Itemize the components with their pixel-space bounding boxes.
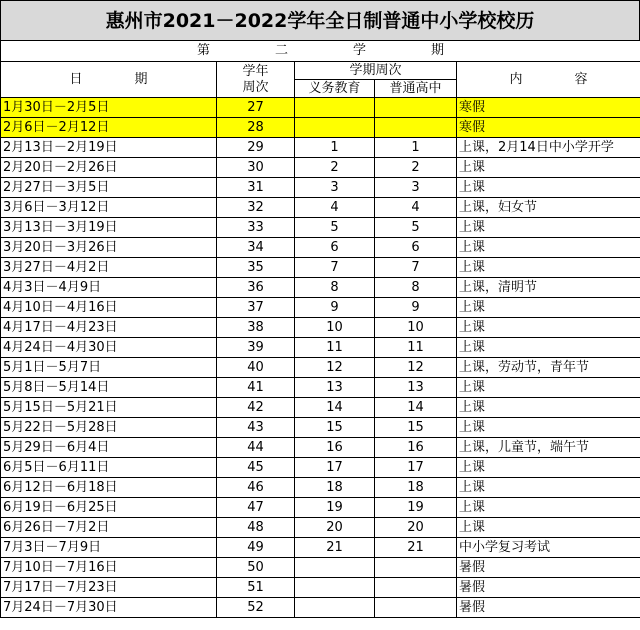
row-school-week: 35 [217,258,295,278]
row-school-week: 51 [217,578,295,598]
row-date: 2月27日－3月5日 [1,178,217,198]
row-high-school-week: 14 [375,398,457,418]
table-row [1,98,640,118]
row-compulsory-week: 2 [295,158,375,178]
row-school-week: 39 [217,338,295,358]
row-date: 3月13日－3月19日 [1,218,217,238]
row-content: 上课，2月14日中小学开学 [457,138,640,158]
row-content: 上课 [457,518,640,538]
header-school-week: 学年 周次 [217,62,295,98]
row-school-week: 33 [217,218,295,238]
row-compulsory-week: 20 [295,518,375,538]
row-compulsory-week [295,118,375,138]
row-school-week: 48 [217,518,295,538]
table-row [1,438,640,458]
row-date: 4月24日－4月30日 [1,338,217,358]
row-school-week: 36 [217,278,295,298]
row-school-week: 50 [217,558,295,578]
row-date: 3月6日－3月12日 [1,198,217,218]
table-row [1,478,640,498]
row-content: 上课 [457,218,640,238]
row-school-week: 32 [217,198,295,218]
row-compulsory-week: 9 [295,298,375,318]
row-content: 暑假 [457,578,640,598]
row-compulsory-week [295,598,375,618]
row-compulsory-week: 18 [295,478,375,498]
row-date: 7月17日－7月23日 [1,578,217,598]
row-compulsory-week: 17 [295,458,375,478]
row-high-school-week: 15 [375,418,457,438]
row-compulsory-week: 14 [295,398,375,418]
row-content: 上课 [457,458,640,478]
row-content: 上课 [457,318,640,338]
row-high-school-week: 20 [375,518,457,538]
table-row [1,138,640,158]
row-school-week: 38 [217,318,295,338]
row-content: 上课 [457,418,640,438]
header-term-week: 学期周次 [295,62,457,80]
row-content: 上课 [457,478,640,498]
row-school-week: 45 [217,458,295,478]
row-high-school-week: 13 [375,378,457,398]
row-content: 上课，劳动节，青年节 [457,358,640,378]
row-school-week: 47 [217,498,295,518]
row-high-school-week [375,118,457,138]
row-high-school-week: 18 [375,478,457,498]
table-row [1,338,640,358]
row-date: 6月5日－6月11日 [1,458,217,478]
row-school-week: 44 [217,438,295,458]
table-row [1,218,640,238]
row-content: 上课 [457,258,640,278]
row-compulsory-week: 15 [295,418,375,438]
row-content: 上课 [457,158,640,178]
school-calendar-table [0,40,640,618]
row-compulsory-week: 12 [295,358,375,378]
row-date: 7月24日－7月30日 [1,598,217,618]
row-school-week: 29 [217,138,295,158]
row-school-week: 34 [217,238,295,258]
row-high-school-week [375,578,457,598]
row-school-week: 42 [217,398,295,418]
row-school-week: 30 [217,158,295,178]
row-date: 6月26日－7月2日 [1,518,217,538]
row-content: 上课 [457,178,640,198]
row-high-school-week: 2 [375,158,457,178]
table-row [1,278,640,298]
row-date: 5月1日－5月7日 [1,358,217,378]
row-high-school-week: 8 [375,278,457,298]
row-high-school-week: 4 [375,198,457,218]
row-high-school-week: 6 [375,238,457,258]
row-date: 5月15日－5月21日 [1,398,217,418]
row-content: 上课，儿童节，端午节 [457,438,640,458]
row-school-week: 27 [217,98,295,118]
row-date: 2月13日－2月19日 [1,138,217,158]
row-high-school-week: 16 [375,438,457,458]
row-compulsory-week: 3 [295,178,375,198]
row-school-week: 41 [217,378,295,398]
row-content: 寒假 [457,118,640,138]
row-high-school-week [375,98,457,118]
row-content: 寒假 [457,98,640,118]
row-school-week: 52 [217,598,295,618]
row-content: 上课 [457,378,640,398]
table-row [1,558,640,578]
row-compulsory-week: 7 [295,258,375,278]
row-compulsory-week: 8 [295,278,375,298]
table-row [1,398,640,418]
row-compulsory-week: 13 [295,378,375,398]
row-content: 上课 [457,298,640,318]
table-row [1,598,640,618]
header-high-school: 普通高中 [375,80,457,98]
table-row [1,458,640,478]
calendar-title: 惠州市2021－2022学年全日制普通中小学校校历 [0,0,640,41]
row-high-school-week: 1 [375,138,457,158]
row-date: 3月20日－3月26日 [1,238,217,258]
row-high-school-week: 9 [375,298,457,318]
row-date: 7月3日－7月9日 [1,538,217,558]
row-compulsory-week [295,558,375,578]
row-content: 上课，清明节 [457,278,640,298]
row-compulsory-week: 4 [295,198,375,218]
row-date: 2月20日－2月26日 [1,158,217,178]
row-school-week: 37 [217,298,295,318]
row-high-school-week: 21 [375,538,457,558]
table-row [1,118,640,138]
semester-label: 第 二 学 期 [1,41,640,62]
row-school-week: 43 [217,418,295,438]
row-date: 5月8日－5月14日 [1,378,217,398]
row-content: 上课 [457,338,640,358]
row-content: 上课 [457,238,640,258]
row-compulsory-week: 10 [295,318,375,338]
table-row [1,238,640,258]
table-row [1,298,640,318]
row-compulsory-week: 21 [295,538,375,558]
row-compulsory-week: 6 [295,238,375,258]
row-high-school-week: 7 [375,258,457,278]
row-compulsory-week: 19 [295,498,375,518]
row-content: 上课 [457,398,640,418]
row-compulsory-week [295,98,375,118]
row-compulsory-week: 16 [295,438,375,458]
table-row [1,498,640,518]
header-date: 日 期 [1,62,217,98]
row-school-week: 49 [217,538,295,558]
row-high-school-week: 19 [375,498,457,518]
row-school-week: 31 [217,178,295,198]
row-school-week: 40 [217,358,295,378]
row-date: 6月19日－6月25日 [1,498,217,518]
row-date: 3月27日－4月2日 [1,258,217,278]
table-row [1,198,640,218]
row-date: 5月22日－5月28日 [1,418,217,438]
row-high-school-week: 10 [375,318,457,338]
row-compulsory-week [295,578,375,598]
table-row [1,518,640,538]
row-compulsory-week: 1 [295,138,375,158]
header-compulsory: 义务教育 [295,80,375,98]
row-date: 1月30日－2月5日 [1,98,217,118]
row-content: 上课 [457,498,640,518]
row-compulsory-week: 11 [295,338,375,358]
row-high-school-week: 11 [375,338,457,358]
row-date: 4月17日－4月23日 [1,318,217,338]
row-compulsory-week: 5 [295,218,375,238]
row-school-week: 28 [217,118,295,138]
table-row [1,378,640,398]
table-row [1,318,640,338]
row-high-school-week: 12 [375,358,457,378]
row-date: 4月10日－4月16日 [1,298,217,318]
row-date: 6月12日－6月18日 [1,478,217,498]
table-row [1,358,640,378]
row-school-week: 46 [217,478,295,498]
row-high-school-week: 3 [375,178,457,198]
row-date: 5月29日－6月4日 [1,438,217,458]
row-date: 7月10日－7月16日 [1,558,217,578]
row-high-school-week [375,598,457,618]
row-date: 2月6日－2月12日 [1,118,217,138]
row-content: 中小学复习考试 [457,538,640,558]
table-row [1,258,640,278]
row-high-school-week [375,558,457,578]
header-content: 内 容 [457,62,640,98]
row-content: 暑假 [457,598,640,618]
table-row [1,178,640,198]
row-date: 4月3日－4月9日 [1,278,217,298]
table-row [1,418,640,438]
row-high-school-week: 17 [375,458,457,478]
row-high-school-week: 5 [375,218,457,238]
table-row [1,538,640,558]
table-row [1,158,640,178]
table-row [1,578,640,598]
row-content: 上课，妇女节 [457,198,640,218]
row-content: 暑假 [457,558,640,578]
